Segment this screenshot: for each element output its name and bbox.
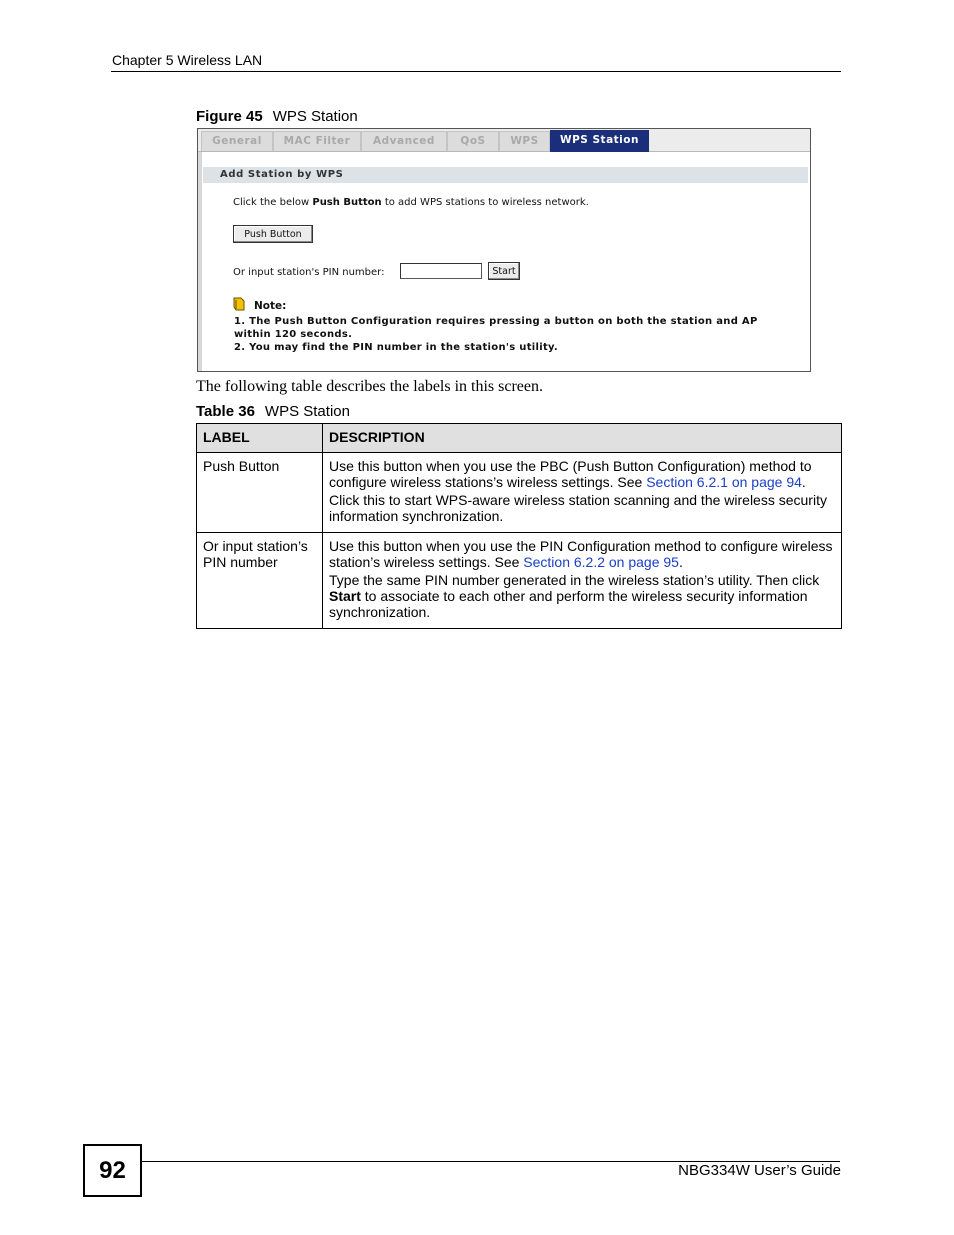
table-title: WPS Station — [264, 403, 350, 420]
tab-wps-station[interactable]: WPS Station — [550, 130, 649, 152]
row-label: Push Button — [197, 453, 323, 533]
note-line-1: 1. The Push Button Configuration requires pressing a button on both the station and AP — [234, 316, 758, 327]
note-line-3: 2. You may find the PIN number in the station's utility. — [234, 342, 559, 353]
push-button[interactable]: Push Button — [233, 225, 313, 243]
desc-text-end: . — [801, 474, 806, 490]
tab-general[interactable]: General — [201, 131, 273, 151]
guide-title: NBG334W User’s Guide — [678, 1162, 841, 1179]
tab-qos[interactable]: QoS — [447, 131, 499, 151]
header-rule — [111, 71, 841, 72]
pin-input[interactable] — [400, 263, 482, 279]
description-paragraph — [329, 458, 835, 490]
section-title: Add Station by WPS — [220, 169, 344, 180]
section-link[interactable]: Section 6.2.1 on page 94 — [646, 474, 802, 490]
instruction-bold: Push Button — [312, 197, 382, 208]
wps-station-screenshot — [197, 128, 811, 372]
note-line-2: within 120 seconds. — [234, 329, 353, 340]
description-paragraph: Click this to start WPS-aware wireless station scanning and the wireless security information synchronization. — [329, 492, 827, 524]
note-icon — [233, 297, 245, 311]
page-number: 92 — [83, 1144, 142, 1197]
start-keyword: Start — [329, 588, 361, 604]
description-paragraph — [329, 572, 835, 620]
table-header-row — [197, 424, 842, 453]
table-row — [197, 453, 842, 533]
figure-label: Figure 45 — [196, 108, 263, 125]
tab-advanced[interactable]: Advanced — [361, 131, 447, 151]
desc-text: Type the same PIN number generated in the wireless station’s utility. Then click — [329, 572, 820, 588]
section-link[interactable]: Section 6.2.2 on page 95 — [523, 554, 679, 570]
chapter-header: Chapter 5 Wireless LAN — [112, 52, 263, 68]
tab-wps[interactable]: WPS — [499, 131, 550, 151]
desc-text-end: . — [678, 554, 683, 570]
intro-paragraph: The following table describes the labels in this screen. — [196, 378, 544, 395]
push-instruction — [233, 197, 589, 208]
table-caption — [196, 403, 350, 420]
start-button[interactable]: Start — [488, 262, 520, 280]
figure-caption — [196, 108, 358, 125]
pin-label: Or input station's PIN number: — [233, 267, 385, 278]
instruction-pre: Click the below — [233, 197, 313, 208]
header-description: DESCRIPTION — [323, 424, 842, 453]
note-text — [234, 315, 794, 354]
tab-bar — [198, 129, 810, 152]
table-label: Table 36 — [196, 403, 255, 420]
row-label: Or input station’s PIN number — [197, 533, 323, 629]
tab-mac-filter[interactable]: MAC Filter — [273, 131, 361, 151]
header-label: LABEL — [197, 424, 323, 453]
desc-text: Use this button when you use the PIN Configuration method to configure wireless station’s wireless settings. See — [329, 538, 833, 570]
table-row — [197, 533, 842, 629]
left-stripe — [198, 152, 202, 371]
description-table — [196, 423, 842, 629]
figure-title: WPS Station — [272, 108, 358, 125]
note-label: Note: — [254, 300, 287, 312]
instruction-post: to add WPS stations to wireless network. — [381, 197, 589, 208]
row-description — [323, 453, 842, 533]
desc-text-end: to associate to each other and perform the wireless security information synchronization. — [329, 588, 808, 620]
row-description — [323, 533, 842, 629]
desc-text: Use this button when you use the PBC (Push Button Configuration) method to configure wireless stations’s wireless settings. See — [329, 458, 812, 490]
description-paragraph — [329, 538, 835, 570]
